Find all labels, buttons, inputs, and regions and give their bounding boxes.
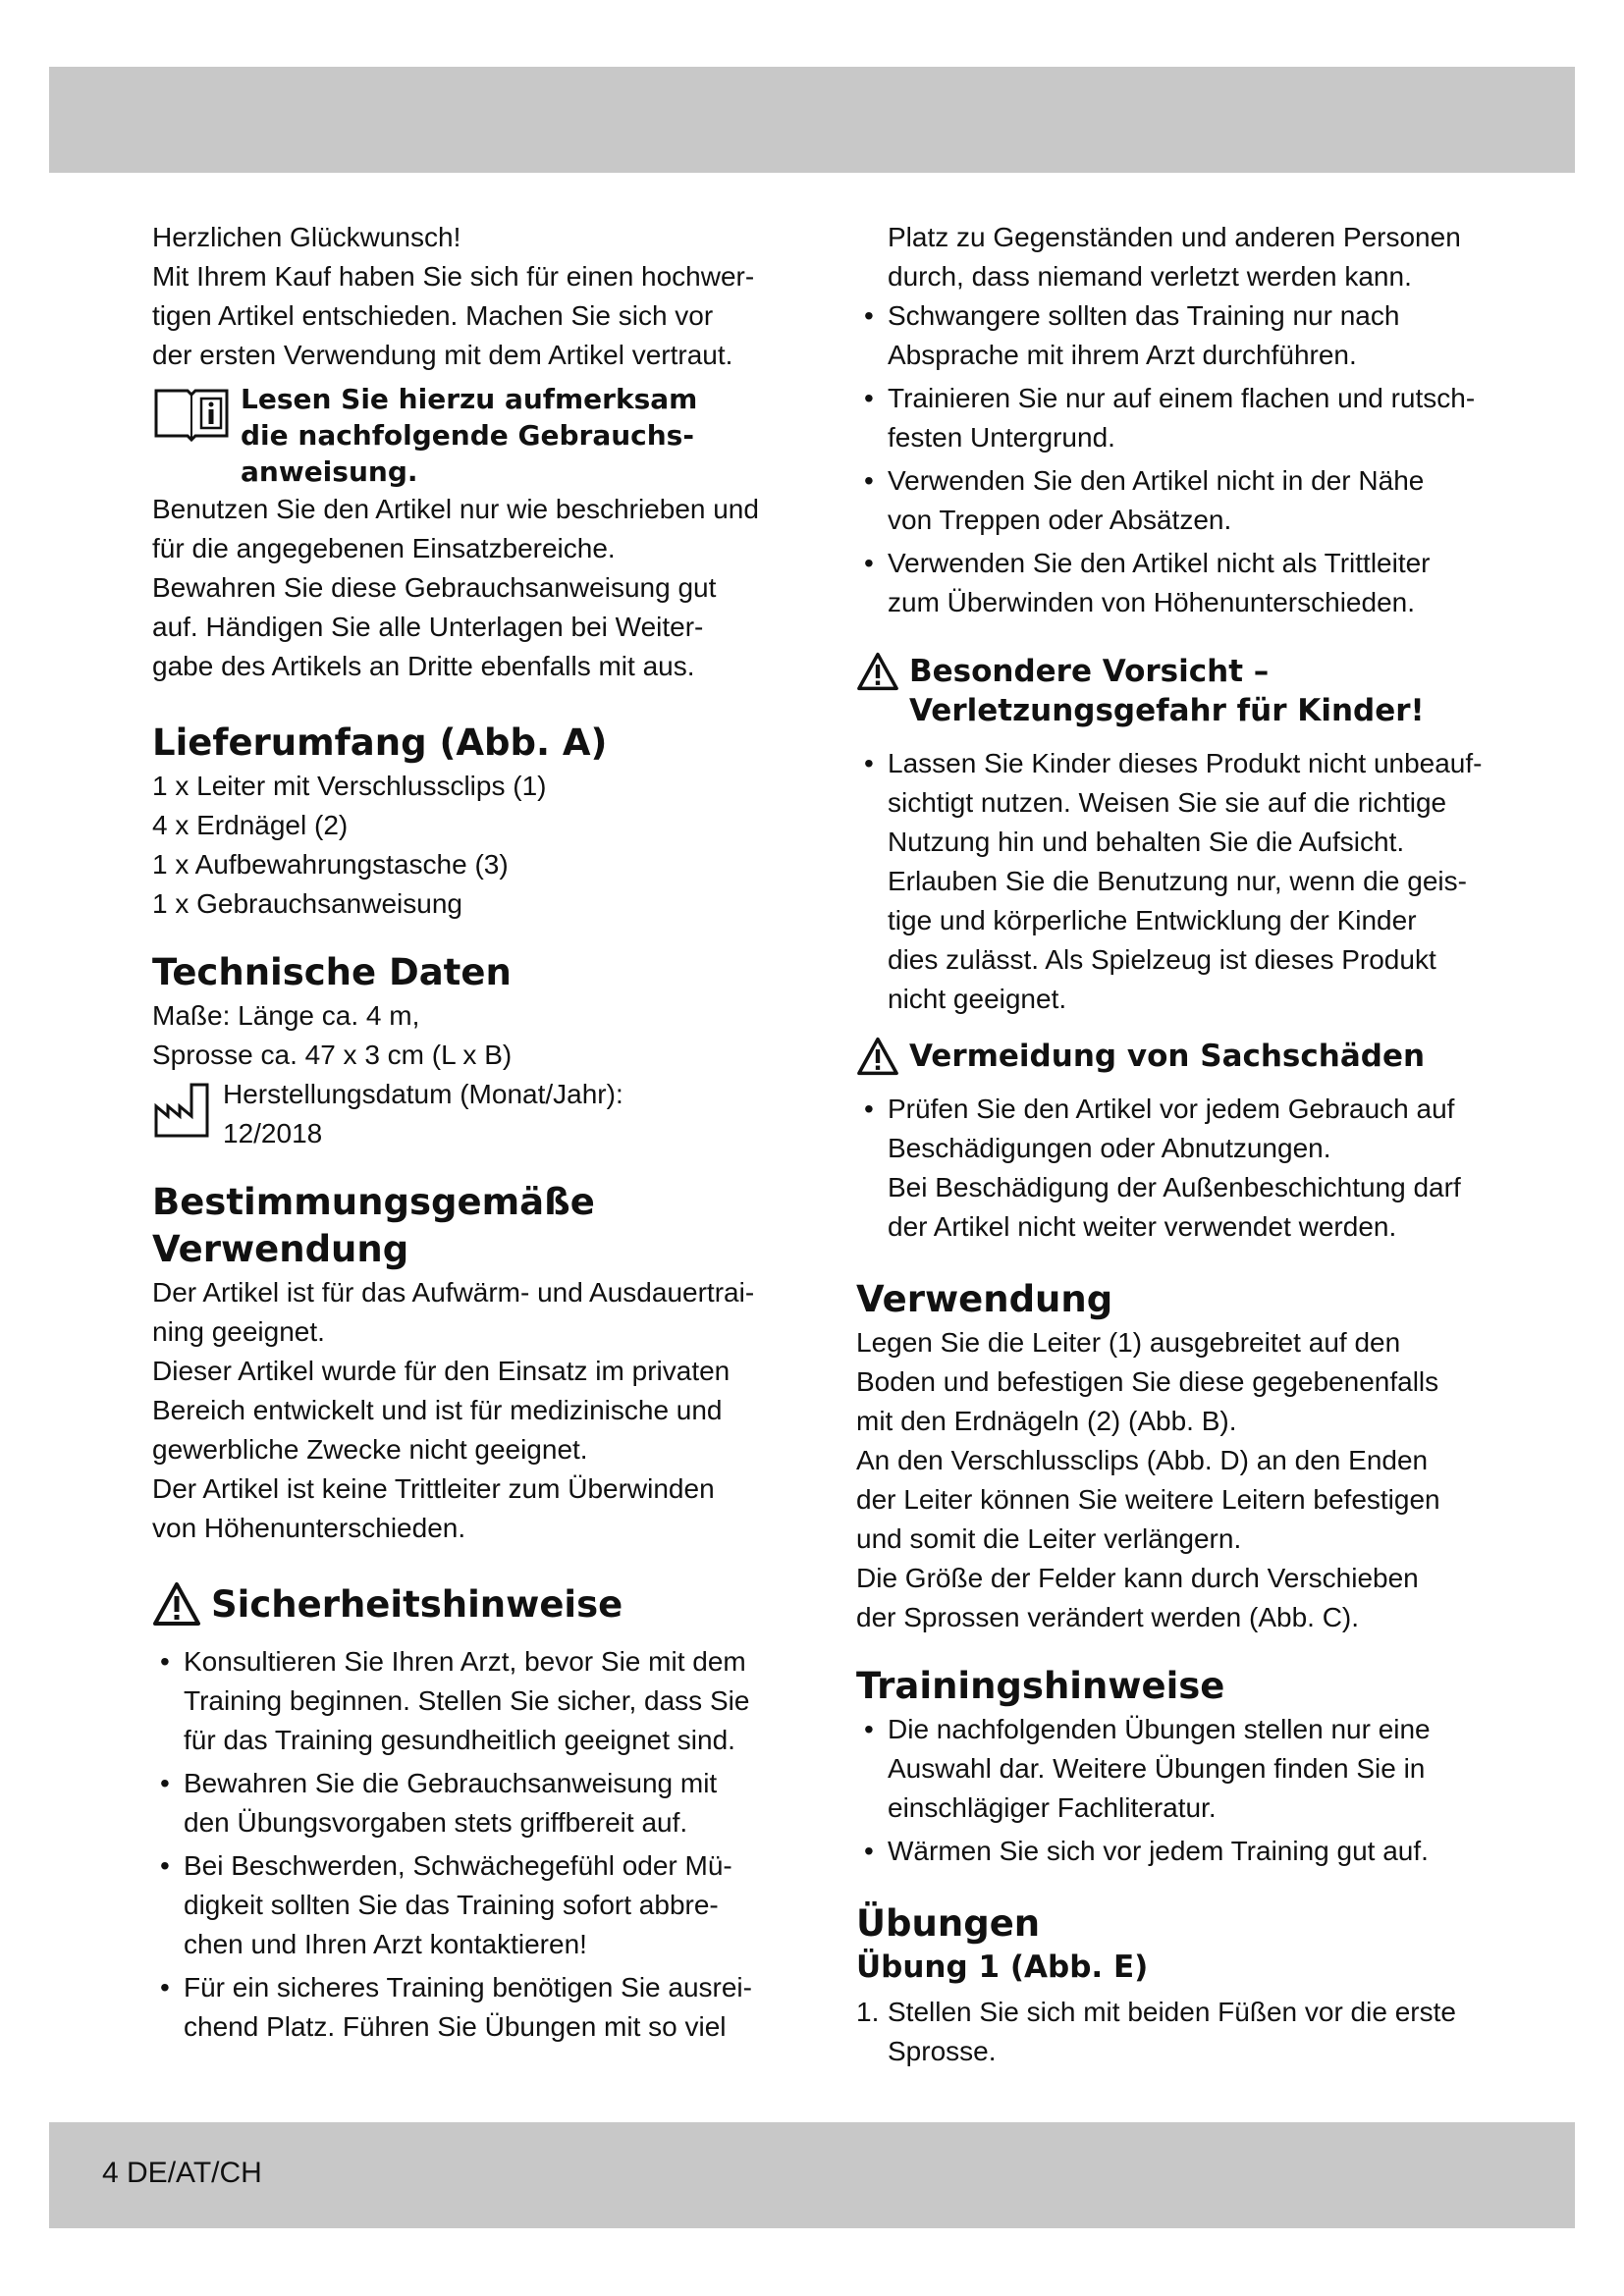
warning-triangle-icon xyxy=(856,1037,899,1076)
tech-line: Sprosse ca. 47 x 3 cm (L x B) xyxy=(152,1040,513,1070)
step-line: Sprosse. xyxy=(888,2036,997,2066)
safety-bullet xyxy=(856,379,1485,457)
step-number: 1. xyxy=(856,1997,880,2027)
bullet-line: • Bewahren Sie die Gebrauchsanweisung mit xyxy=(184,1768,718,1798)
bullet-line: • Schwangere sollten das Training nur nach xyxy=(888,300,1400,331)
bullet-line: digkeit sollten Sie das Training sofort abbre- xyxy=(184,1890,719,1920)
training-bullet xyxy=(856,1832,1485,1871)
bullet-line: • Die nachfolgenden Übungen stellen nur eine xyxy=(888,1714,1431,1744)
safety-bullet xyxy=(152,1968,781,2047)
intended-use-text xyxy=(152,1273,781,1548)
bullet-line: sichtigt nutzen. Weisen Sie sie auf die richtige xyxy=(888,787,1447,818)
use-line: Boden und befestigen Sie diese gegebenenfalls xyxy=(856,1366,1439,1397)
training-bullet xyxy=(856,1710,1485,1828)
bullet-line: • Für ein sicheres Training benötigen Sie ausrei- xyxy=(184,1972,752,2002)
exercise-1-heading: Übung 1 (Abb. E) xyxy=(856,1949,1149,1985)
use-line: An den Verschlussclips (Abb. D) an den Enden xyxy=(856,1445,1429,1475)
open-book-info-icon xyxy=(152,383,231,442)
tech-line: Maße: Länge ca. 4 m, xyxy=(152,1000,420,1031)
bullet-line: für das Training gesundheitlich geeignet sind. xyxy=(184,1725,735,1755)
safety-bullet xyxy=(152,1764,781,1842)
intro-line: Herzlichen Glückwunsch! xyxy=(152,222,461,252)
bullet-line: • Prüfen Sie den Artikel vor jedem Gebrauch auf xyxy=(888,1094,1455,1124)
exercises-heading: Übungen xyxy=(856,1902,1041,1945)
continuation-line: durch, dass niemand verletzt werden kann. xyxy=(888,261,1412,292)
exercise-steps xyxy=(856,1993,1485,2071)
usage-line: Bewahren Sie diese Gebrauchsanweisung gut xyxy=(152,572,717,603)
bullet-line: chen und Ihren Arzt kontaktieren! xyxy=(184,1929,587,1959)
delivery-heading: Lieferumfang (Abb. A) xyxy=(152,721,608,764)
bullet-line: zum Überwinden von Höhenunterschieden. xyxy=(888,587,1415,617)
safety-bullet xyxy=(152,1642,781,1760)
use-line: mit den Erdnägeln (2) (Abb. B). xyxy=(856,1406,1237,1436)
bullet-line: Auswahl dar. Weitere Übungen finden Sie in xyxy=(888,1753,1426,1784)
bullet-line: Absprache mit ihrem Arzt durchführen. xyxy=(888,340,1357,370)
exercise-step xyxy=(856,1993,1485,2071)
manufacture-date xyxy=(152,1075,781,1153)
damage-warning-list xyxy=(856,1090,1485,1247)
manufacture-date-value: 12/2018 xyxy=(223,1118,323,1148)
children-warning-heading-row xyxy=(856,652,1485,730)
bullet-line: der Artikel nicht weiter verwendet werden. xyxy=(888,1211,1397,1242)
bullet-line: von Treppen oder Absätzen. xyxy=(888,505,1232,535)
intended-use-line: Der Artikel ist für das Aufwärm- und Ausdauertrai- xyxy=(152,1277,755,1308)
intro-line: der ersten Verwendung mit dem Artikel vertraut. xyxy=(152,340,733,370)
continuation-line: Platz zu Gegenständen und anderen Personen xyxy=(888,222,1461,252)
use-line: und somit die Leiter verlängern. xyxy=(856,1523,1242,1554)
children-warning-list xyxy=(856,744,1485,1019)
safety-heading: Sicherheitshinweise xyxy=(211,1583,623,1626)
info-note-line: die nachfolgende Gebrauchs- xyxy=(241,419,694,452)
bullet-line: tige und körperliche Entwicklung der Kinder xyxy=(888,905,1417,935)
bullet-line: chend Platz. Führen Sie Übungen mit so viel xyxy=(184,2011,727,2042)
bullet-line: • Wärmen Sie sich vor jedem Training gut auf. xyxy=(888,1836,1429,1866)
training-list xyxy=(856,1710,1485,1871)
use-line: der Leiter können Sie weitere Leitern befestigen xyxy=(856,1484,1440,1515)
bullet-line: einschlägiger Fachliteratur. xyxy=(888,1792,1217,1823)
use-text xyxy=(856,1323,1485,1637)
header-bar xyxy=(49,67,1575,173)
bullet-line: • Lassen Sie Kinder dieses Produkt nicht unbeauf- xyxy=(888,748,1483,778)
usage-text xyxy=(152,490,781,686)
usage-line: für die angegebenen Einsatzbereiche. xyxy=(152,533,616,563)
bullet-line: den Übungsvorgaben stets griffbereit auf. xyxy=(184,1807,688,1838)
bullet-line: Nutzung hin und behalten Sie die Aufsicht. xyxy=(888,827,1405,857)
intended-use-line: ning geeignet. xyxy=(152,1316,325,1347)
left-column xyxy=(152,218,781,2051)
page-number: 4 DE/AT/CH xyxy=(102,2157,262,2189)
damage-warning-bullet xyxy=(856,1090,1485,1247)
damage-warning-heading-row xyxy=(856,1037,1485,1076)
delivery-item: 1 x Gebrauchsanweisung xyxy=(152,888,462,919)
usage-line: gabe des Artikels an Dritte ebenfalls mit aus. xyxy=(152,651,695,681)
safety-list-continued xyxy=(856,296,1485,622)
training-heading: Trainingshinweise xyxy=(856,1665,1225,1707)
children-warning-heading: Verletzungsgefahr für Kinder! xyxy=(909,693,1425,728)
bullet-line: festen Untergrund. xyxy=(888,422,1115,453)
warning-triangle-icon xyxy=(856,652,899,691)
intended-use-heading: Bestimmungsgemäße xyxy=(152,1181,595,1223)
right-column xyxy=(856,218,1485,2071)
bullet-line: • Bei Beschwerden, Schwächegefühl oder Mü- xyxy=(184,1850,732,1881)
bullet-line: Training beginnen. Stellen Sie sicher, dass Sie xyxy=(184,1685,750,1716)
use-heading: Verwendung xyxy=(856,1278,1113,1320)
intro-text xyxy=(152,218,781,375)
children-warning-bullet xyxy=(856,744,1485,1019)
info-note xyxy=(152,381,781,490)
children-warning-heading: Besondere Vorsicht – xyxy=(909,654,1270,689)
delivery-list xyxy=(152,767,781,924)
bullet-line: Bei Beschädigung der Außenbeschichtung darf xyxy=(888,1172,1461,1202)
delivery-item: 4 x Erdnägel (2) xyxy=(152,810,349,840)
bullet-line: • Konsultieren Sie Ihren Arzt, bevor Sie mit dem xyxy=(184,1646,746,1677)
safety-bullet xyxy=(856,544,1485,622)
intended-use-line: von Höhenunterschieden. xyxy=(152,1513,466,1543)
info-note-line: Lesen Sie hierzu aufmerksam xyxy=(241,383,698,415)
intended-use-line: Der Artikel ist keine Trittleiter zum Überwinden xyxy=(152,1473,715,1504)
info-note-line: anweisung. xyxy=(241,455,418,488)
manufacture-date-label: Herstellungsdatum (Monat/Jahr): xyxy=(223,1079,623,1109)
intended-use-line: Bereich entwickelt und ist für medizinische und xyxy=(152,1395,723,1425)
bullet-line: Erlauben Sie die Benutzung nur, wenn die geis- xyxy=(888,866,1467,896)
safety-bullet xyxy=(856,296,1485,375)
use-line: Legen Sie die Leiter (1) ausgebreitet auf den xyxy=(856,1327,1401,1358)
bullet-line: • Trainieren Sie nur auf einem flachen und rutsch- xyxy=(888,383,1476,413)
step-line: Stellen Sie sich mit beiden Füßen vor die erste xyxy=(888,1997,1456,2027)
bullet-line: • Verwenden Sie den Artikel nicht als Trittleiter xyxy=(888,548,1431,578)
safety-continuation xyxy=(856,218,1485,296)
warning-triangle-icon xyxy=(152,1581,201,1627)
damage-warning-heading: Vermeidung von Sachschäden xyxy=(909,1039,1426,1074)
factory-date-icon xyxy=(152,1081,213,1140)
intended-use-line: gewerbliche Zwecke nicht geeignet. xyxy=(152,1434,588,1465)
use-line: der Sprossen verändert werden (Abb. C). xyxy=(856,1602,1360,1632)
safety-bullet xyxy=(856,461,1485,540)
bullet-line: • Verwenden Sie den Artikel nicht in der Nähe xyxy=(888,465,1425,496)
intro-line: tigen Artikel entschieden. Machen Sie sich vor xyxy=(152,300,714,331)
safety-bullet xyxy=(152,1846,781,1964)
bullet-line: Beschädigungen oder Abnutzungen. xyxy=(888,1133,1331,1163)
usage-line: Benutzen Sie den Artikel nur wie beschrieben und xyxy=(152,494,759,524)
bullet-line: nicht geeignet. xyxy=(888,984,1067,1014)
intended-use-heading: Verwendung xyxy=(152,1228,409,1270)
delivery-item: 1 x Leiter mit Verschlussclips (1) xyxy=(152,771,547,801)
footer-bar xyxy=(49,2122,1575,2228)
tech-heading: Technische Daten xyxy=(152,951,512,993)
usage-line: auf. Händigen Sie alle Unterlagen bei Weiter- xyxy=(152,612,704,642)
safety-heading-row xyxy=(152,1581,781,1629)
intro-line: Mit Ihrem Kauf haben Sie sich für einen hochwer- xyxy=(152,261,755,292)
intended-use-line: Dieser Artikel wurde für den Einsatz im privaten xyxy=(152,1356,731,1386)
safety-list xyxy=(152,1642,781,2047)
delivery-item: 1 x Aufbewahrungstasche (3) xyxy=(152,849,509,880)
use-line: Die Größe der Felder kann durch Verschieben xyxy=(856,1563,1419,1593)
bullet-line: dies zulässt. Als Spielzeug ist dieses Produkt xyxy=(888,944,1436,975)
